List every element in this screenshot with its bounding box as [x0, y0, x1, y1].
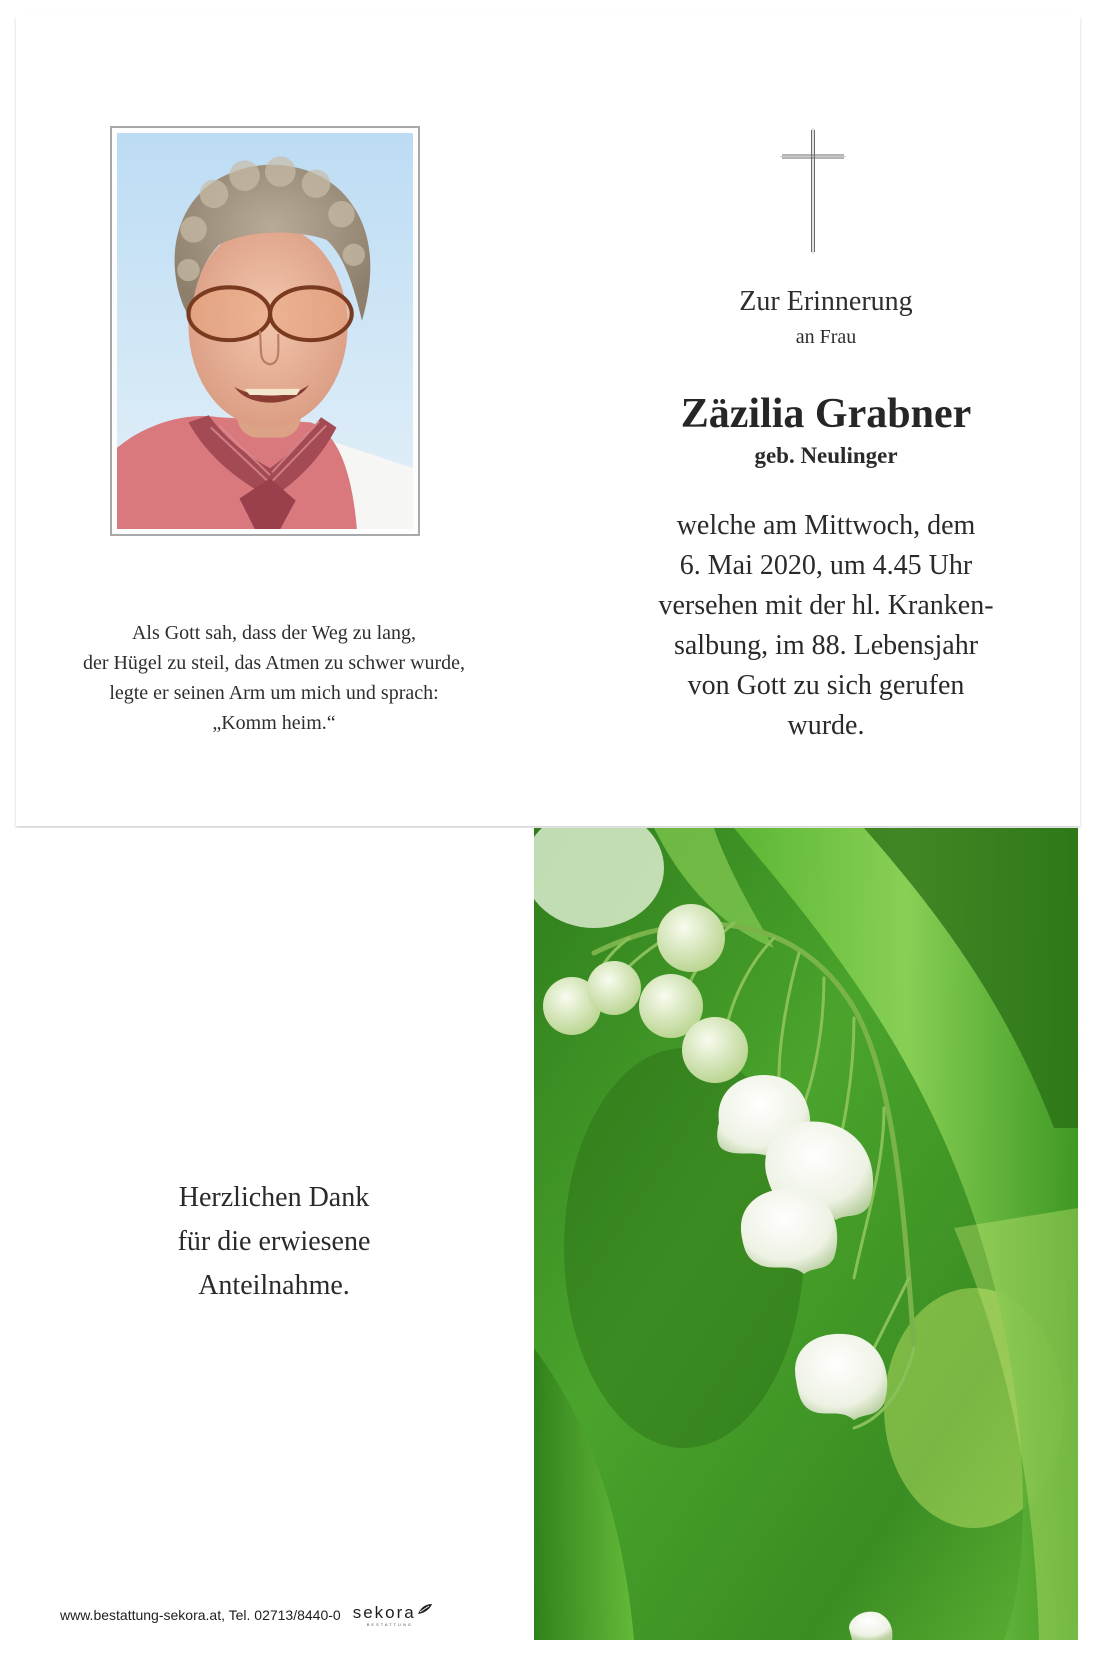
- thanks-line: für die erwiesene: [177, 1226, 371, 1257]
- remembrance-title: Zur Erinnerung: [739, 286, 913, 317]
- leaf-icon: [417, 1603, 433, 1615]
- poem-line: Als Gott sah, dass der Weg zu lang,: [131, 622, 417, 644]
- footer-contact: www.bestattung-sekora.at, Tel. 02713/8440-0: [60, 1607, 341, 1623]
- poem-line: der Hügel zu steil, das Atmen zu schwer wurde,: [82, 652, 466, 674]
- poem-line: legte er seinen Arm um mich und sprach:: [109, 682, 439, 704]
- birth-name: geb. Neulinger: [754, 443, 898, 468]
- thanks-line: Anteilnahme.: [198, 1270, 350, 1301]
- deceased-name: Zäzilia Grabner: [680, 391, 972, 437]
- poem-verse: [44, 618, 504, 738]
- death-notice-line: 6. Mai 2020, um 4.45 Uhr: [679, 550, 973, 581]
- death-notice: [596, 506, 1056, 746]
- death-notice-line: salbung, im 88. Lebensjahr: [673, 630, 979, 661]
- brand-name: sekora: [352, 1603, 416, 1622]
- remembrance-heading: [596, 284, 1056, 352]
- lily-of-the-valley-photo: [534, 828, 1078, 1640]
- cross-icon: [778, 126, 848, 256]
- card-inner-spread: [16, 16, 1080, 826]
- thanks-line: Herzlichen Dank: [178, 1182, 370, 1213]
- remembrance-salutation: an Frau: [795, 326, 857, 348]
- brand-logo: [353, 1603, 433, 1627]
- death-notice-line: versehen mit der hl. Kranken-: [658, 590, 994, 621]
- funeral-home-footer: [60, 1600, 530, 1630]
- death-notice-line: welche am Mittwoch, dem: [676, 510, 976, 541]
- death-notice-line: von Gott zu sich gerufen: [687, 670, 965, 701]
- thanks-message: [16, 1176, 532, 1308]
- brand-subtitle: BESTATTUNG: [366, 1622, 413, 1627]
- card-back-panel: [16, 828, 532, 1640]
- portrait-frame: [110, 126, 420, 536]
- portrait-photo: [117, 133, 413, 529]
- death-notice-line: wurde.: [787, 710, 865, 741]
- poem-line: „Komm heim.“: [212, 712, 336, 734]
